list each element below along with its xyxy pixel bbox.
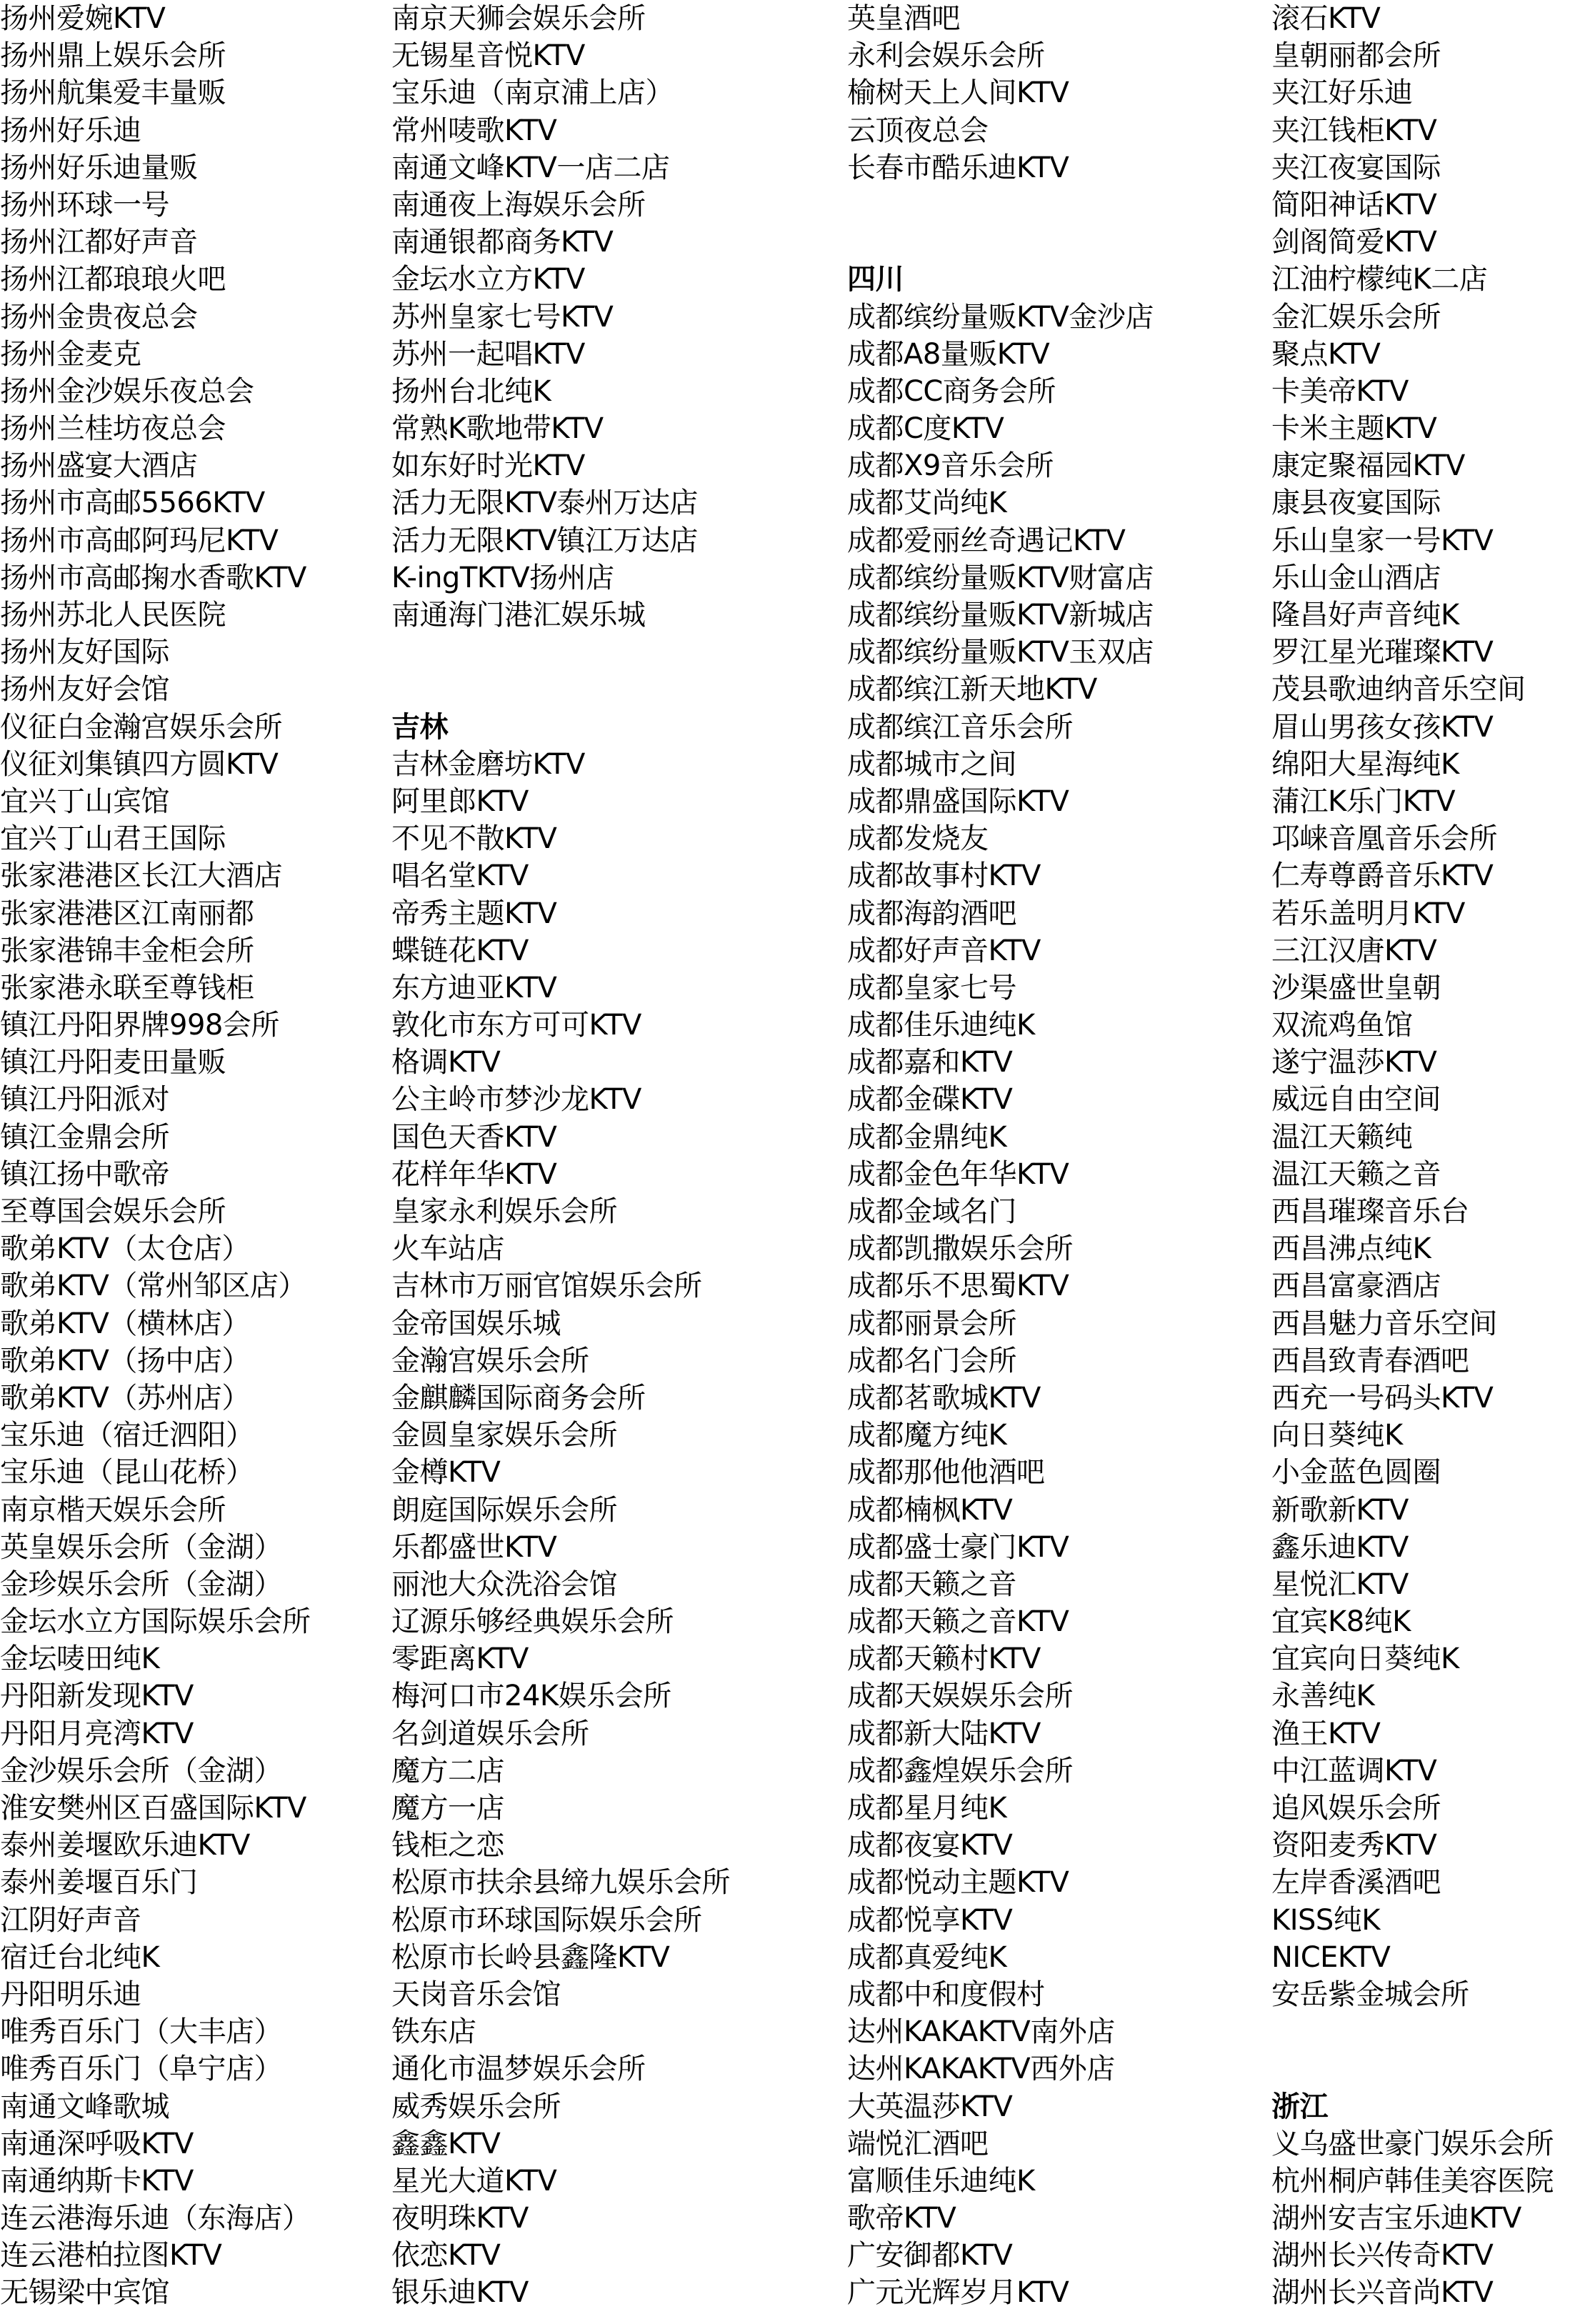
venue-item: 成都凯撒娱乐会所 — [847, 1232, 1073, 1266]
venue-item: 向日葵纯K — [1271, 1419, 1403, 1452]
venue-item: 丹阳月亮湾KTV — [0, 1717, 194, 1750]
venue-item: 金瀚宫娱乐会所 — [391, 1344, 589, 1377]
venue-item: 成都缤纷量贩KTV玉双店 — [847, 636, 1154, 669]
list-spacer — [1271, 2013, 1570, 2050]
venue-item: 苏州一起唱KTV — [391, 337, 585, 371]
venue-item: 湖州安吉宝乐迪KTV — [1271, 2202, 1521, 2235]
venue-item: 歌弟KTV（太仓店） — [0, 1232, 250, 1266]
venue-item: 成都天籁之音KTV — [847, 1605, 1069, 1639]
venue-item: 成都新大陆KTV — [847, 1717, 1041, 1750]
venue-item: 邛崃音凰音乐会所 — [1271, 822, 1497, 856]
venue-item: 成都盛士豪门KTV — [847, 1530, 1069, 1564]
venue-item: 金帝国娱乐城 — [391, 1307, 561, 1340]
venue-item: 扬州金麦克 — [0, 337, 141, 371]
venue-item: 金坛水立方KTV — [391, 263, 585, 296]
venue-item: 南通银都商务KTV — [391, 226, 614, 259]
venue-item: 蒲江K乐门KTV — [1271, 784, 1456, 818]
venue-item: 成都鼎盛国际KTV — [847, 784, 1069, 818]
venue-item: 西充一号码头KTV — [1271, 1381, 1494, 1415]
venue-item: 成都中和度假村 — [847, 1978, 1045, 2011]
venue-item: 歌弟KTV（扬中店） — [0, 1344, 250, 1377]
list-spacer — [847, 224, 1269, 261]
venue-item: 温江天籁纯 — [1271, 1120, 1413, 1154]
venue-item: 成都好声音KTV — [847, 934, 1041, 967]
venue-item: 西昌璀璨音乐台 — [1271, 1195, 1469, 1228]
venue-item: 榆树天上人间KTV — [847, 76, 1069, 110]
venue-item: 成都缤江音乐会所 — [847, 710, 1073, 744]
venue-item: 夹江好乐迪 — [1271, 76, 1413, 110]
venue-item: 扬州台北纯K — [391, 374, 551, 408]
venue-item: 无锡梁中宾馆 — [0, 2276, 169, 2310]
venue-item: 扬州友好国际 — [0, 636, 169, 669]
venue-item: 成都A8量贩KTV — [847, 337, 1050, 371]
venue-item: 成都真爱纯K — [847, 1940, 1007, 1974]
venue-item: 双流鸡鱼馆 — [1271, 1009, 1413, 1042]
venue-item: 火车站店 — [391, 1232, 504, 1266]
venue-item: 金沙娱乐会所（金湖） — [0, 1754, 282, 1787]
venue-item: 星光大道KTV — [391, 2164, 557, 2198]
venue-item: 金汇娱乐会所 — [1271, 300, 1441, 334]
venue-item: 至尊国会娱乐会所 — [0, 1195, 226, 1228]
venue-item: 康县夜宴国际 — [1271, 487, 1441, 520]
venue-item: 成都发烧友 — [847, 822, 989, 856]
venue-item: 剑阁简爱KTV — [1271, 226, 1437, 259]
list-spacer — [391, 671, 834, 708]
venue-item: 镇江扬中歌帝 — [0, 1157, 169, 1191]
venue-item: 江油柠檬纯K二店 — [1271, 263, 1488, 296]
venue-item: 扬州好乐迪量贩 — [0, 151, 198, 184]
venue-item: 成都鑫煌娱乐会所 — [847, 1754, 1073, 1787]
venue-item: 简阳神话KTV — [1271, 188, 1437, 221]
list-spacer — [391, 634, 834, 671]
venue-item: 扬州盛宴大酒店 — [0, 449, 198, 483]
venue-item: 渔王KTV — [1271, 1717, 1381, 1750]
venue-item: 夹江夜宴国际 — [1271, 151, 1441, 184]
venue-list — [1271, 0, 1570, 2312]
venue-item: 滚石KTV — [1271, 2, 1381, 35]
venue-item: 帝秀主题KTV — [391, 897, 557, 930]
venue-item: 鑫鑫KTV — [391, 2127, 501, 2160]
venue-item: 松原市长岭县鑫隆KTV — [391, 1940, 670, 1974]
venue-item: 扬州金沙娱乐夜总会 — [0, 374, 254, 408]
venue-item: 眉山男孩女孩KTV — [1271, 710, 1494, 744]
venue-item: 湖州长兴音尚KTV — [1271, 2276, 1494, 2310]
venue-item: K-ingTKTV扬州店 — [391, 561, 614, 594]
venue-item: 成都金碟KTV — [847, 1083, 1013, 1117]
venue-item: 西昌致青春酒吧 — [1271, 1344, 1469, 1377]
venue-item: 无锡星音悦KTV — [391, 39, 585, 73]
venue-item: 国色天香KTV — [391, 1120, 557, 1154]
venue-item: 银乐迪KTV — [391, 2276, 529, 2310]
venue-item: 南通文峰KTV一店二店 — [391, 151, 670, 184]
venue-item: 江阴好声音 — [0, 1903, 141, 1937]
venue-item: 成都缤纷量贩KTV新城店 — [847, 599, 1154, 632]
venue-item: KISS纯K — [1271, 1903, 1381, 1937]
venue-item: 广安御都KTV — [847, 2239, 1013, 2273]
venue-item: 成都佳乐迪纯K — [847, 1009, 1035, 1042]
venue-item: 镇江金鼎会所 — [0, 1120, 169, 1154]
venue-item: 歌弟KTV（苏州店） — [0, 1381, 250, 1415]
column-4 — [1271, 0, 1570, 2312]
venue-item: 扬州航集爱丰量贩 — [0, 76, 226, 110]
venue-item: 资阳麦秀KTV — [1271, 1829, 1437, 1862]
venue-item: 活力无限KTV泰州万达店 — [391, 487, 698, 520]
venue-item: 皇家永利娱乐会所 — [391, 1195, 617, 1228]
venue-item: 常熟K歌地带KTV — [391, 412, 604, 446]
venue-item: 歌帝KTV — [847, 2202, 956, 2235]
venue-item: 扬州友好会馆 — [0, 673, 169, 707]
venue-item: 梅河口市24K娱乐会所 — [391, 1680, 671, 1713]
column-2 — [391, 0, 834, 2312]
list-spacer — [847, 186, 1269, 224]
venue-item: 英皇娱乐会所（金湖） — [0, 1530, 282, 1564]
venue-item: 成都天籁之音 — [847, 1567, 1016, 1601]
venue-item: 义乌盛世豪门娱乐会所 — [1271, 2127, 1554, 2160]
province-heading: 四川 — [847, 263, 904, 296]
venue-item: 成都楠枫KTV — [847, 1493, 1013, 1527]
venue-item: 镇江丹阳麦田量贩 — [0, 1046, 226, 1079]
venue-item: 罗江星光璀璨KTV — [1271, 636, 1494, 669]
venue-item: 成都X9音乐会所 — [847, 449, 1054, 483]
venue-item: 扬州江都好声音 — [0, 226, 198, 259]
venue-item: 绵阳大星海纯K — [1271, 747, 1459, 781]
venue-item: 成都夜宴KTV — [847, 1829, 1013, 1862]
venue-item: 魔方一店 — [391, 1792, 504, 1825]
venue-item: 湖州长兴传奇KTV — [1271, 2239, 1494, 2273]
venue-item: 宝乐迪（昆山花桥） — [0, 1456, 254, 1490]
list-spacer — [1271, 2050, 1570, 2088]
venue-item: 永善纯K — [1271, 1680, 1375, 1713]
venue-item: 大英温莎KTV — [847, 2090, 1013, 2123]
venue-item: 张家港锦丰金柜会所 — [0, 934, 254, 967]
venue-item: 成都魔方纯K — [847, 1419, 1007, 1452]
venue-item: 成都名门会所 — [847, 1344, 1016, 1377]
venue-item: 丹阳新发现KTV — [0, 1680, 194, 1713]
venue-item: 扬州市高邮5566KTV — [0, 487, 265, 520]
venue-item: 扬州好乐迪 — [0, 114, 141, 147]
venue-item: 淮安樊州区百盛国际KTV — [0, 1792, 306, 1825]
venue-item: 杭州桐庐韩佳美容医院 — [1271, 2164, 1554, 2198]
venue-item: 辽源乐够经典娱乐会所 — [391, 1605, 674, 1639]
province-heading: 吉林 — [391, 710, 448, 744]
venue-item: 成都缤纷量贩KTV财富店 — [847, 561, 1154, 594]
venue-item: 左岸香溪酒吧 — [1271, 1866, 1441, 1900]
venue-item: 若乐盖明月KTV — [1271, 897, 1465, 930]
venue-item: 连云港海乐迪（东海店） — [0, 2202, 311, 2235]
venue-item: 吉林金磨坊KTV — [391, 747, 585, 781]
venue-item: 金坛唛田纯K — [0, 1642, 160, 1676]
venue-item: 扬州爱婉KTV — [0, 2, 166, 35]
venue-item: 阿里郎KTV — [391, 784, 529, 818]
venue-item: 夜明珠KTV — [391, 2202, 529, 2235]
venue-item: 宜宾K8纯K — [1271, 1605, 1411, 1639]
venue-item: 张家港港区江南丽都 — [0, 897, 254, 930]
venue-item: 乐山金山酒店 — [1271, 561, 1441, 594]
venue-item: 丽池大众洗浴会馆 — [391, 1567, 617, 1601]
venue-item: 花样年华KTV — [391, 1157, 557, 1191]
venue-item: 成都CC商务会所 — [847, 374, 1056, 408]
venue-item: 松原市环球国际娱乐会所 — [391, 1903, 702, 1937]
venue-item: 温江天籁之音 — [1271, 1157, 1441, 1191]
venue-item: 钱柜之恋 — [391, 1829, 504, 1862]
venue-item: 星悦汇KTV — [1271, 1567, 1409, 1601]
venue-item: 聚点KTV — [1271, 337, 1381, 371]
venue-item: 仁寿尊爵音乐KTV — [1271, 859, 1494, 893]
venue-item: 追风娱乐会所 — [1271, 1792, 1441, 1825]
venue-item: 歌弟KTV（常州邹区店） — [0, 1270, 306, 1303]
venue-item: 成都金域名门 — [847, 1195, 1016, 1228]
venue-item: 丹阳明乐迪 — [0, 1978, 141, 2011]
venue-item: 扬州市高邮掬水香歌KTV — [0, 561, 306, 594]
venue-item: 成都城市之间 — [847, 747, 1016, 781]
venue-item: 成都悦享KTV — [847, 1903, 1013, 1937]
venue-item: 唯秀百乐门（阜宁店） — [0, 2053, 282, 2086]
venue-item: 成都丽景会所 — [847, 1307, 1016, 1340]
venue-item: 唯秀百乐门（大丰店） — [0, 2015, 282, 2049]
venue-item: 成都C度KTV — [847, 412, 1004, 446]
venue-item: 康定聚福园KTV — [1271, 449, 1465, 483]
venue-item: 小金蓝色圆圈 — [1271, 1456, 1441, 1490]
venue-item: 金圆皇家娱乐会所 — [391, 1419, 617, 1452]
venue-item: 吉林市万丽官馆娱乐会所 — [391, 1270, 702, 1303]
venue-list — [391, 0, 834, 2312]
venue-item: 端悦汇酒吧 — [847, 2127, 989, 2160]
venue-item: 魔方二店 — [391, 1754, 504, 1787]
venue-item: 张家港港区长江大酒店 — [0, 859, 282, 893]
venue-item: 扬州鼎上娱乐会所 — [0, 39, 226, 73]
venue-item: 镇江丹阳派对 — [0, 1083, 169, 1117]
venue-item: 朗庭国际娱乐会所 — [391, 1493, 617, 1527]
venue-item: 成都那他他酒吧 — [847, 1456, 1045, 1490]
venue-item: 达州KAKAKTV南外店 — [847, 2015, 1115, 2049]
venue-item: 成都悦动主题KTV — [847, 1866, 1069, 1900]
venue-list — [847, 0, 1269, 2312]
venue-item: 成都海韵酒吧 — [847, 897, 1016, 930]
venue-item: 新歌新KTV — [1271, 1493, 1409, 1527]
venue-item: 成都乐不思蜀KTV — [847, 1270, 1069, 1303]
venue-item: 扬州苏北人民医院 — [0, 599, 226, 632]
venue-item: 成都皇家七号 — [847, 971, 1016, 1004]
venue-item: 乐都盛世KTV — [391, 1530, 557, 1564]
venue-item: 长春市酷乐迪KTV — [847, 151, 1069, 184]
venue-item: 扬州兰桂坊夜总会 — [0, 412, 226, 446]
venue-item: 南通夜上海娱乐会所 — [391, 188, 646, 221]
venue-item: 南京楷天娱乐会所 — [0, 1493, 226, 1527]
venue-item: 威秀娱乐会所 — [391, 2090, 561, 2123]
venue-item: 卡米主题KTV — [1271, 412, 1437, 446]
venue-item: 活力无限KTV镇江万达店 — [391, 524, 698, 557]
venue-item: 成都嘉和KTV — [847, 1046, 1013, 1079]
venue-item: 南通海门港汇娱乐城 — [391, 599, 646, 632]
venue-item: 公主岭市梦沙龙KTV — [391, 1083, 641, 1117]
venue-item: 金麒麟国际商务会所 — [391, 1381, 646, 1415]
column-3 — [847, 0, 1269, 2312]
venue-item: 蝶链花KTV — [391, 934, 529, 967]
venue-item: 成都缤纷量贩KTV金沙店 — [847, 300, 1154, 334]
venue-item: 苏州皇家七号KTV — [391, 300, 614, 334]
venue-item: 南通深呼吸KTV — [0, 2127, 194, 2160]
venue-item: 西昌魅力音乐空间 — [1271, 1307, 1497, 1340]
venue-item: 皇朝丽都会所 — [1271, 39, 1441, 73]
venue-list — [0, 0, 386, 2312]
venue-item: 宜兴丁山宾馆 — [0, 784, 169, 818]
venue-item: 夹江钱柜KTV — [1271, 114, 1437, 147]
venue-item: 广元光辉岁月KTV — [847, 2276, 1069, 2310]
venue-item: 隆昌好声音纯K — [1271, 599, 1459, 632]
venue-item: 永利会娱乐会所 — [847, 39, 1045, 73]
column-1 — [0, 0, 386, 2312]
venue-item: 扬州金贵夜总会 — [0, 300, 198, 334]
venue-item: 茂县歌迪纳音乐空间 — [1271, 673, 1526, 707]
venue-item: 富顺佳乐迪纯K — [847, 2164, 1035, 2198]
venue-item: 铁东店 — [391, 2015, 476, 2049]
venue-item: 中江蓝调KTV — [1271, 1754, 1437, 1787]
venue-item: 宿迁台北纯K — [0, 1940, 160, 1974]
venue-item: 成都艾尚纯K — [847, 487, 1007, 520]
venue-item: 宝乐迪（南京浦上店） — [391, 76, 674, 110]
venue-item: 扬州市高邮阿玛尼KTV — [0, 524, 279, 557]
venue-item: 松原市扶余县缔九娱乐会所 — [391, 1866, 730, 1900]
venue-item: 鑫乐迪KTV — [1271, 1530, 1409, 1564]
venue-item: 歌弟KTV（横林店） — [0, 1307, 250, 1340]
venue-item: 三江汉唐KTV — [1271, 934, 1437, 967]
venue-item: 宝乐迪（宿迁泗阳） — [0, 1419, 254, 1452]
venue-item: 泰州姜堰百乐门 — [0, 1866, 198, 1900]
venue-item: 达州KAKAKTV西外店 — [847, 2053, 1115, 2086]
venue-item: 成都茗歌城KTV — [847, 1381, 1041, 1415]
venue-item: 西昌沸点纯K — [1271, 1232, 1431, 1266]
venue-item: 成都缤江新天地KTV — [847, 673, 1097, 707]
venue-item: 金坛水立方国际娱乐会所 — [0, 1605, 311, 1639]
venue-item: 南通纳斯卡KTV — [0, 2164, 194, 2198]
venue-item: 东方迪亚KTV — [391, 971, 557, 1004]
venue-item: 金珍娱乐会所（金湖） — [0, 1567, 282, 1601]
venue-item: 金樽KTV — [391, 1456, 501, 1490]
venue-item: 天岗音乐会馆 — [391, 1978, 561, 2011]
venue-item: 仪征白金瀚宫娱乐会所 — [0, 710, 282, 744]
venue-item: 卡美帝KTV — [1271, 374, 1409, 408]
venue-item: 成都星月纯K — [847, 1792, 1007, 1825]
venue-item: 通化市温梦娱乐会所 — [391, 2053, 646, 2086]
venue-item: 宜兴丁山君王国际 — [0, 822, 226, 856]
venue-item: 成都金色年华KTV — [847, 1157, 1069, 1191]
venue-item: 不见不散KTV — [391, 822, 557, 856]
venue-item: 镇江丹阳界牌998会所 — [0, 1009, 279, 1042]
venue-item: 南京天狮会娱乐会所 — [391, 2, 646, 35]
venue-item: 连云港柏拉图KTV — [0, 2239, 222, 2273]
venue-item: NICEKTV — [1271, 1940, 1391, 1974]
province-heading: 浙江 — [1271, 2090, 1328, 2123]
venue-item: 安岳紫金城会所 — [1271, 1978, 1469, 2011]
venue-item: 威远自由空间 — [1271, 1083, 1441, 1117]
venue-item: 成都金鼎纯K — [847, 1120, 1007, 1154]
venue-item: 云顶夜总会 — [847, 114, 989, 147]
venue-item: 成都故事村KTV — [847, 859, 1041, 893]
venue-item: 仪征刘集镇四方圆KTV — [0, 747, 279, 781]
venue-item: 遂宁温莎KTV — [1271, 1046, 1437, 1079]
venue-item: 张家港永联至尊钱柜 — [0, 971, 254, 1004]
venue-item: 扬州环球一号 — [0, 188, 169, 221]
venue-item: 零距离KTV — [391, 1642, 529, 1676]
venue-item: 成都天娱娱乐会所 — [847, 1680, 1073, 1713]
venue-item: 成都爱丽丝奇遇记KTV — [847, 524, 1126, 557]
venue-item: 如东好时光KTV — [391, 449, 585, 483]
venue-item: 名剑道娱乐会所 — [391, 1717, 589, 1750]
venue-item: 格调KTV — [391, 1046, 501, 1079]
venue-item: 英皇酒吧 — [847, 2, 960, 35]
venue-item: 扬州江都琅琅火吧 — [0, 263, 226, 296]
venue-item: 沙渠盛世皇朝 — [1271, 971, 1441, 1004]
venue-item: 泰州姜堰欧乐迪KTV — [0, 1829, 250, 1862]
venue-item: 乐山皇家一号KTV — [1271, 524, 1494, 557]
venue-item: 宜宾向日葵纯K — [1271, 1642, 1459, 1676]
venue-item: 常州唛歌KTV — [391, 114, 557, 147]
venue-item: 敦化市东方可可KTV — [391, 1009, 641, 1042]
venue-item: 唱名堂KTV — [391, 859, 529, 893]
venue-item: 依恋KTV — [391, 2239, 501, 2273]
venue-item: 成都天籁村KTV — [847, 1642, 1041, 1676]
venue-item: 西昌富豪酒店 — [1271, 1270, 1441, 1303]
venue-item: 南通文峰歌城 — [0, 2090, 169, 2123]
